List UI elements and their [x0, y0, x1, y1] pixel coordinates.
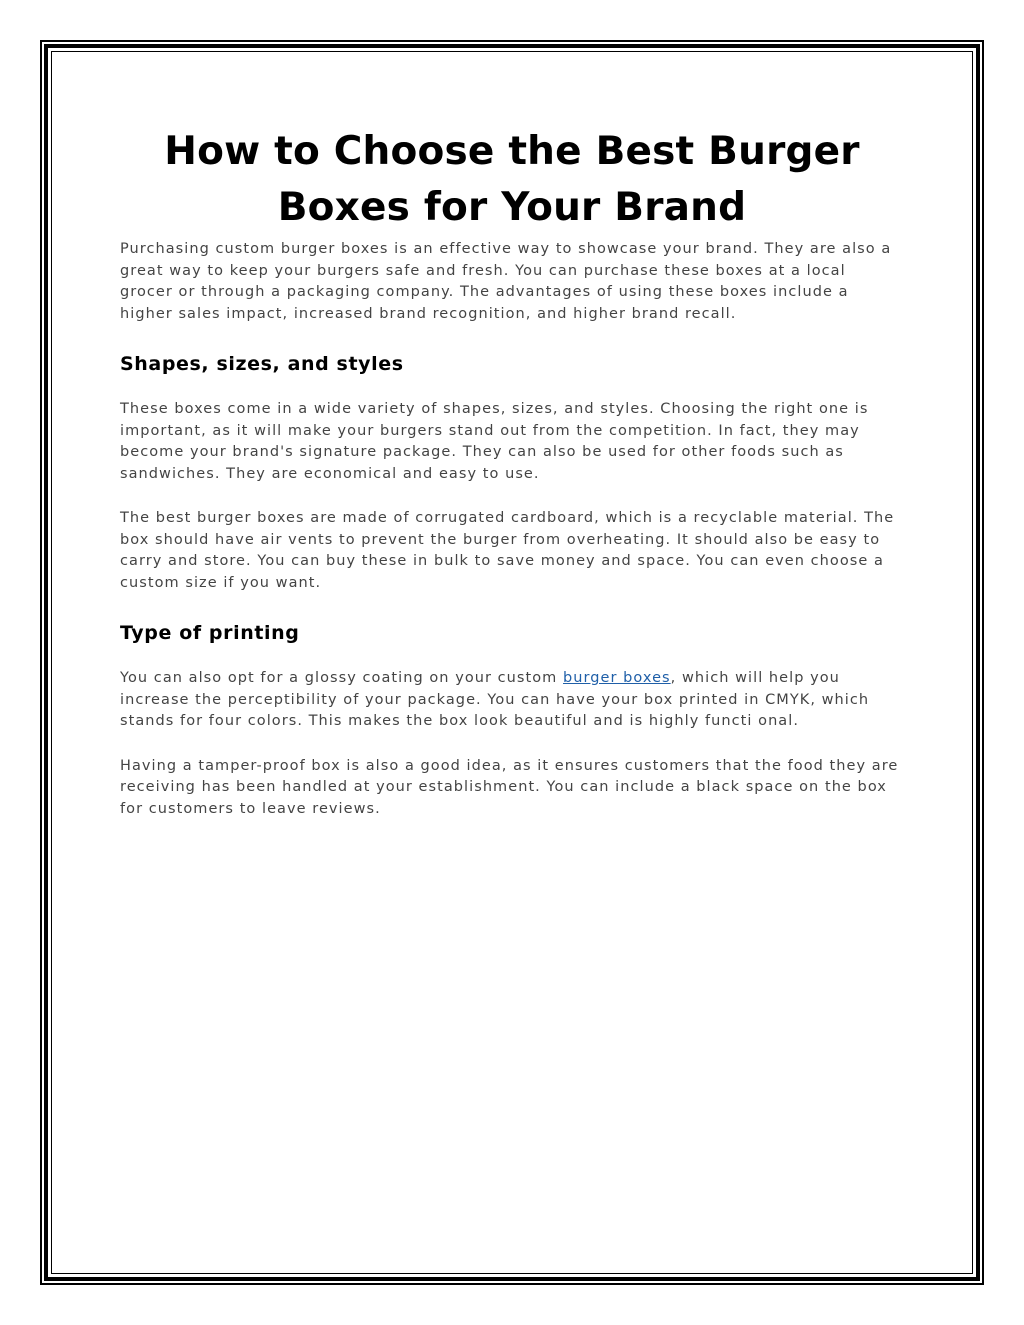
printing-paragraph-1-text-before: You can also opt for a glossy coating on your custom: [120, 670, 564, 686]
title-line-1: How to Choose the Best Burger: [164, 129, 860, 174]
burger-boxes-link[interactable]: burger boxes: [563, 670, 671, 686]
title-line-2: Boxes for Your Brand: [277, 185, 747, 230]
printing-paragraph-1-text-after: , which will help you increase the perceptibility of your package. You can have your box printed in CMYK, which stands for four colors. This makes the box look beautiful and is highly functi onal.: [120, 670, 870, 729]
intro-paragraph: Purchasing custom burger boxes is an effective way to showcase your brand. They are also a great way to keep your burgers safe and fresh. You can purchase these boxes at a local grocer or through a packaging company. The advantages of using these boxes include a higher sales impact, increased brand recognition, and higher brand recall.: [120, 241, 892, 322]
printing-paragraph-2: Having a tamper-proof box is also a good idea, as it ensures customers that the food they are receiving has been handled at your establishment. You can include a black space on the box for customers to leave reviews.: [120, 757, 899, 817]
printing-paragraph-1: [120, 668, 904, 733]
shapes-paragraph-2: The best burger boxes are made of corrugated cardboard, which is a recyclable material. The box should have air vents to prevent the burger from overheating. It should also be easy to carry and store. You can buy these in bulk to save money and space. You can even choose a custom size if you want.: [120, 510, 895, 591]
section-heading-printing: Type of printing: [120, 622, 300, 644]
document-title: [120, 124, 904, 236]
section-heading-shapes: Shapes, sizes, and styles: [120, 353, 404, 375]
document-body: [120, 124, 904, 820]
shapes-paragraph-1: These boxes come in a wide variety of shapes, sizes, and styles. Choosing the right one is important, as it will make your burgers stand out from the competition. In fact, they may become your brand's signature package. They can also be used for other foods such as sandwiches. They are economical and easy to use.: [120, 401, 869, 482]
